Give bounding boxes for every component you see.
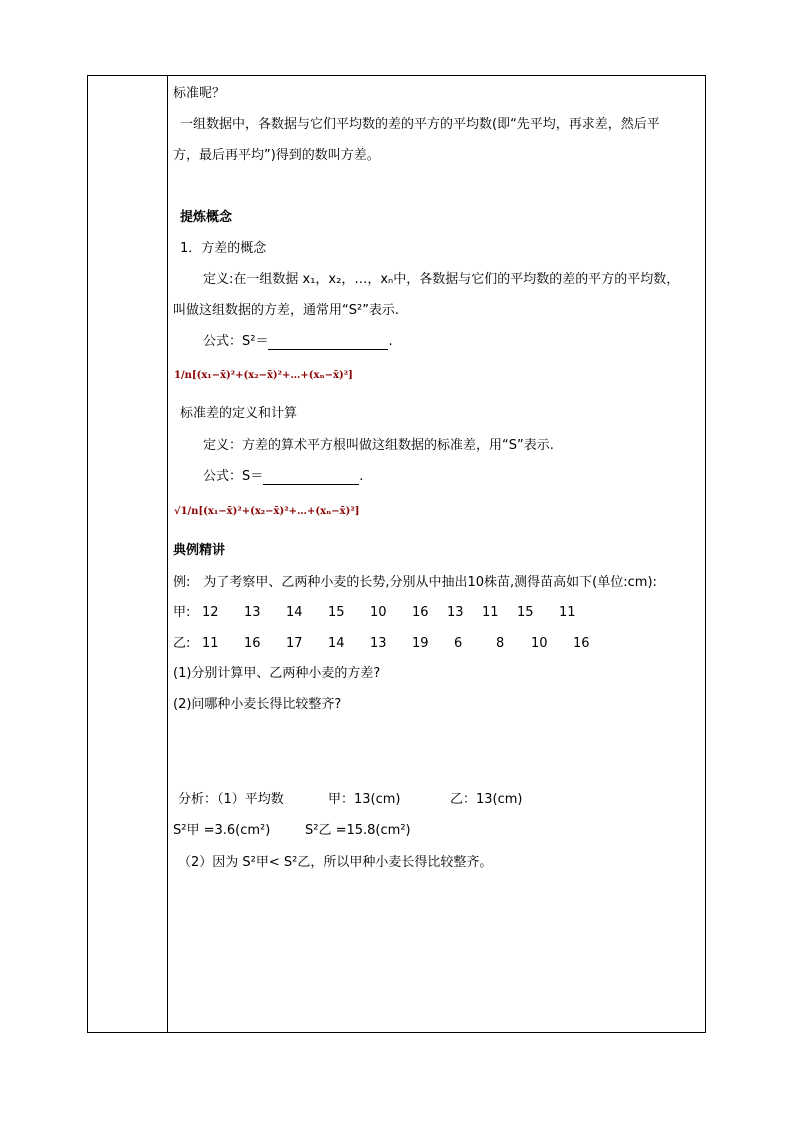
question-2: (2)问哪种小麦长得比较整齐? (173, 697, 342, 712)
example-prompt: 例: 为了考察甲、乙两种小麦的长势,分别从中抽出10株苗,测得苗高如下(单位:cm): (173, 575, 657, 590)
value-cell: 6 (454, 636, 463, 651)
std-formula-label: 公式：S＝ (203, 469, 264, 484)
variance-definition-a: 定义:在一组数据 x₁，x₂，…，xₙ中，各数据与它们的平均数的差的平方的平均数， (203, 272, 680, 287)
row-label: 甲: (173, 605, 191, 620)
std-formula-line (203, 469, 363, 485)
value-cell: 13 (447, 605, 464, 620)
analysis-mean-yi: 乙：13(cm) (450, 792, 523, 807)
analysis-conclusion: （2）因为 S²甲< S²乙，所以甲种小麦长得比较整齐。 (178, 855, 493, 870)
variance-definition-b: 叫做这组数据的方差，通常用“S²”表示. (173, 303, 400, 318)
variance-formula-end: . (388, 334, 393, 349)
value-cell: 17 (286, 636, 303, 651)
variance-jia: S²甲 =3.6(cm²) (173, 823, 271, 838)
value-cell: 10 (370, 605, 387, 620)
question-1: (1)分别计算甲、乙两种小麦的方差? (173, 666, 381, 681)
value-cell: 16 (244, 636, 261, 651)
value-cell: 10 (531, 636, 548, 651)
variance-formula-label: 公式：S²＝ (203, 334, 269, 349)
value-cell: 16 (412, 605, 429, 620)
data-row-jia (173, 605, 693, 621)
value-cell: 11 (482, 605, 499, 620)
answer-blank (268, 336, 388, 350)
value-cell: 14 (286, 605, 303, 620)
analysis-mean-label: 分析：（1）平均数 (178, 792, 284, 807)
analysis-mean-jia: 甲：13(cm) (328, 792, 401, 807)
value-cell: 15 (328, 605, 345, 620)
concept-item-1: 1．方差的概念 (180, 241, 267, 256)
example-heading: 典例精讲 (173, 543, 226, 558)
row-label: 乙: (173, 636, 191, 651)
variance-formula: 1/n[(x₁−x̄)²+(x₂−x̄)²+…+(xₙ−x̄)²] (174, 370, 353, 381)
value-cell: 19 (412, 636, 429, 651)
value-cell: 11 (559, 605, 576, 620)
value-cell: 12 (202, 605, 219, 620)
value-cell: 15 (517, 605, 534, 620)
std-formula: √1/n[(x₁−x̄)²+(x₂−x̄)²+…+(xₙ−x̄)²] (174, 506, 360, 517)
value-cell: 14 (328, 636, 345, 651)
analysis-line-2 (173, 823, 693, 839)
value-cell: 8 (496, 636, 505, 651)
concept-heading: 提炼概念 (180, 210, 233, 225)
intro-line-3: 方，最后再平均”)得到的数叫方差。 (173, 148, 380, 163)
variance-yi: S²乙 =15.8(cm²) (305, 823, 411, 838)
intro-line-1: 标准呢？ (173, 86, 226, 101)
std-formula-end: . (359, 469, 364, 484)
variance-formula-line (203, 334, 393, 350)
answer-blank (263, 471, 359, 485)
column-divider (167, 76, 168, 1032)
concept-item-2: 标准差的定义和计算 (180, 406, 298, 421)
intro-line-2: 一组数据中，各数据与它们平均数的差的平方的平均数(即“先平均，再求差，然后平 (180, 117, 660, 132)
analysis-line-1 (178, 792, 698, 808)
value-cell: 13 (370, 636, 387, 651)
data-row-yi (173, 636, 693, 652)
value-cell: 13 (244, 605, 261, 620)
std-definition: 定义：方差的算术平方根叫做这组数据的标准差，用“S”表示. (203, 438, 554, 453)
value-cell: 11 (202, 636, 219, 651)
value-cell: 16 (573, 636, 590, 651)
